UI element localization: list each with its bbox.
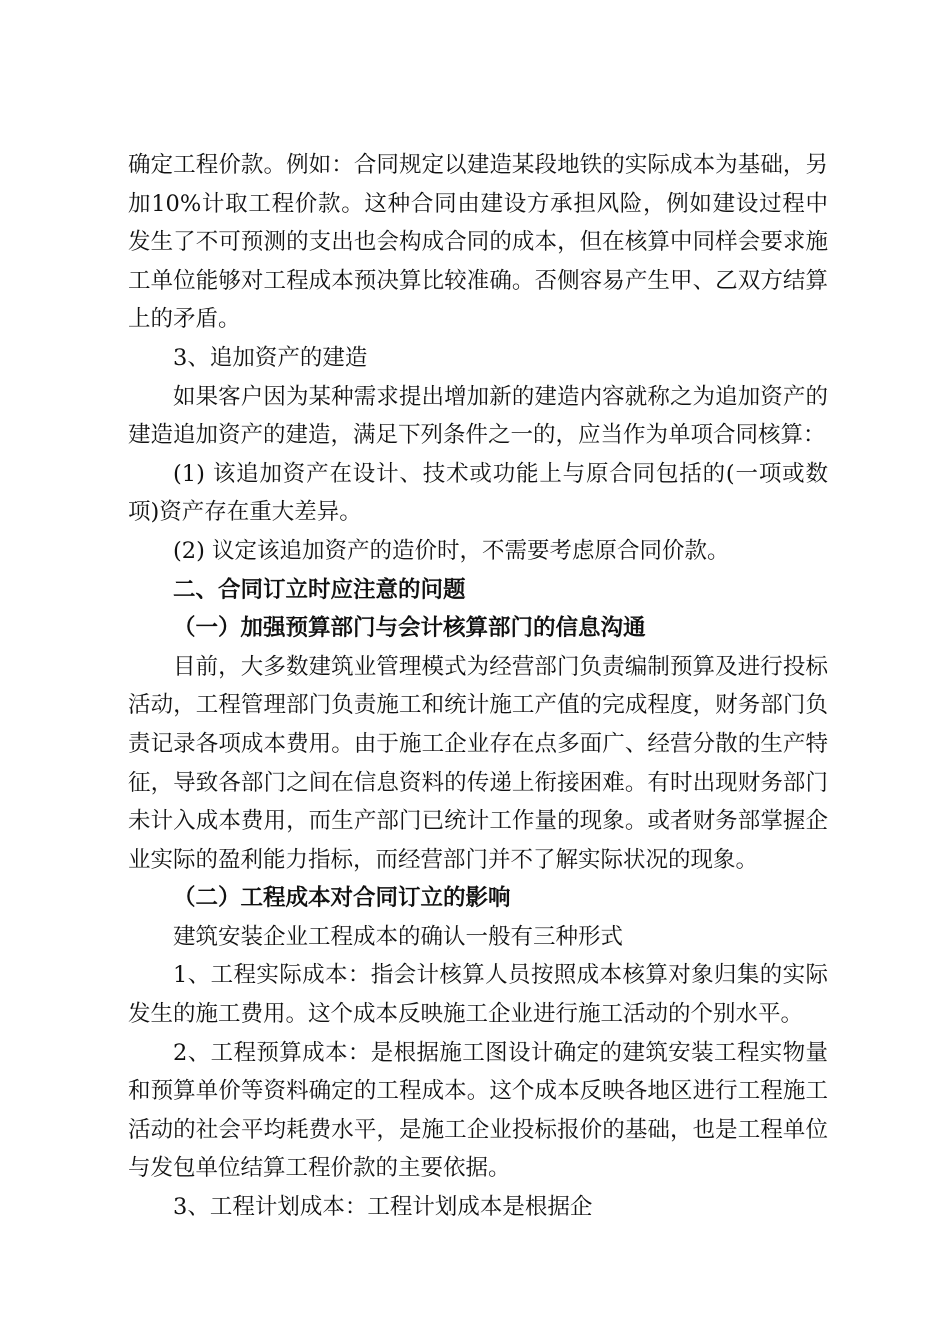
item-additional-asset-construction: 3、追加资产的建造 [173, 344, 368, 371]
document-page [128, 146, 828, 1227]
section-heading-2: 二、合同订立时应注意的问题 [173, 576, 466, 603]
paragraph-info-communication: 目前，大多数建筑业管理模式为经营部门负责编制预算及进行投标活动，工程管理部门负责施工和统计施工产值的完成程度，财务部门负责记录各项成本费用。由于施工企业存在点多面广、经营分散的生产特征，导致各部门之间在信息资料的传递上衔接困难。有时出现财务部门未计入成本费用，而生产部门已统计工作量的现象。或者财务部掌握企业实际的盈利能力指标，而经营部门并不了解实际状况的现象。 [128, 653, 828, 873]
paragraph-additional-asset: 如果客户因为某种需求提出增加新的建造内容就称之为追加资产的建造追加资产的建造，满足下列条件之一的，应当作为单项合同核算： [128, 383, 828, 449]
condition-1: (1) 该追加资产在设计、技术或功能上与原合同包括的(一项或数项)资产存在重大差异。 [128, 460, 828, 526]
item-actual-cost: 1、工程实际成本：指会计核算人员按照成本核算对象归集的实际发生的施工费用。这个成本反映施工企业进行施工活动的个别水平。 [128, 962, 828, 1028]
subheading-1: （一）加强预算部门与会计核算部门的信息沟通 [173, 615, 646, 642]
paragraph-cost-plus-contract: 确定工程价款。例如：合同规定以建造某段地铁的实际成本为基础，另加10%计取工程价款。这种合同由建设方承担风险，例如建设过程中发生了不可预测的支出也会构成合同的成本，但在核算中同样会要求施工单位能够对工程成本预决算比较准确。否侧容易产生甲、乙双方结算上的矛盾。 [128, 152, 828, 333]
item-planned-cost: 3、工程计划成本：工程计划成本是根据企 [173, 1194, 593, 1221]
condition-2: (2) 议定该追加资产的造价时，不需要考虑原合同价款。 [173, 537, 730, 564]
subheading-2: （二）工程成本对合同订立的影响 [173, 885, 511, 912]
item-budget-cost: 2、工程预算成本：是根据施工图设计确定的建筑安装工程实物量和预算单价等资料确定的工程成本。这个成本反映各地区进行工程施工活动的社会平均耗费水平，是施工企业投标报价的基础，也是工程单位与发包单位结算工程价款的主要依据。 [128, 1039, 828, 1182]
paragraph-cost-forms-intro: 建筑安装企业工程成本的确认一般有三种形式 [173, 923, 624, 950]
